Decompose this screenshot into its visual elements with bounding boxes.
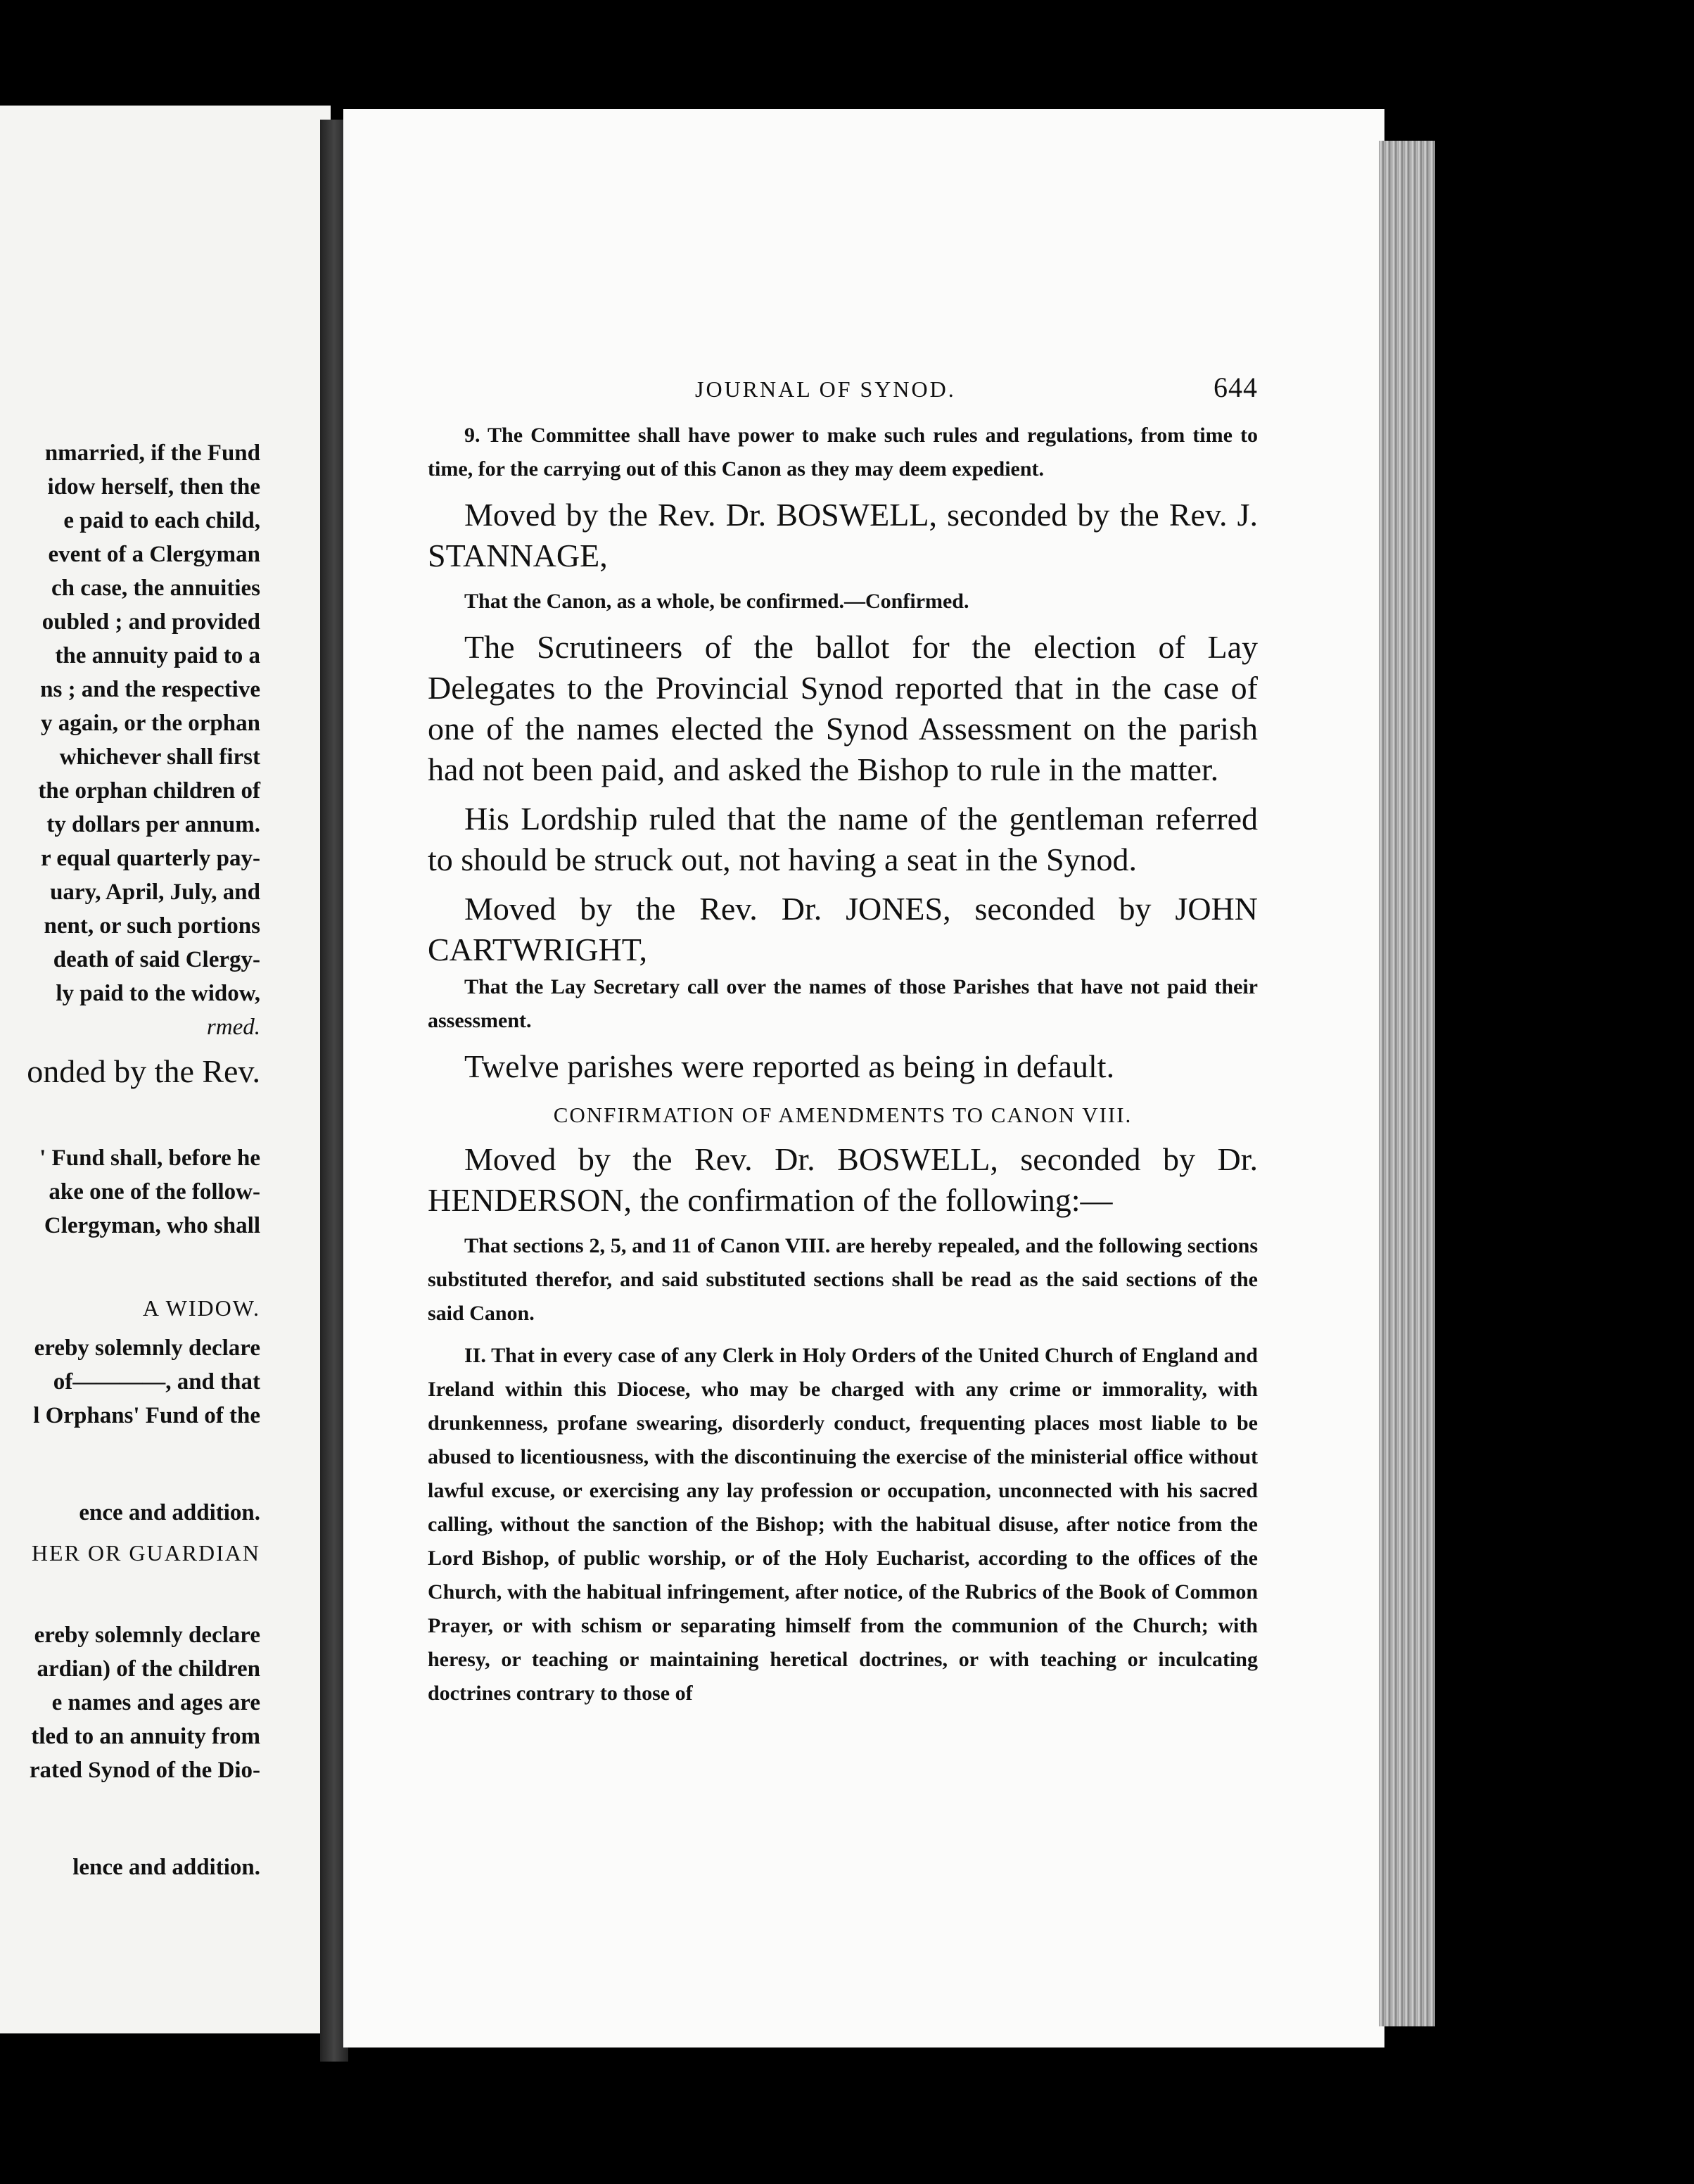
left-line: ardian) of the children [37, 1656, 260, 1682]
left-line: ereby solemnly declare [34, 1623, 260, 1648]
left-line: of————, and that [53, 1369, 260, 1395]
left-line: nent, or such portions [44, 913, 260, 939]
repeal-sections: That sections 2, 5, and 11 of Canon VIII. are hereby repealed, and the following sections substituted therefor, and said substituted sections shall be read as the said sections of the said Canon. [428, 1234, 1258, 1325]
left-line: ch case, the annuities [51, 576, 260, 601]
left-line: ns ; and the respective [40, 677, 260, 702]
left-line: onded by the Rev. [27, 1053, 260, 1089]
resolution-lay-secretary: That the Lay Secretary call over the names of those Parishes that have not paid their assessment. [428, 975, 1258, 1032]
left-line: tled to an annuity from [31, 1724, 260, 1749]
left-line: the annuity paid to a [55, 643, 260, 668]
left-line: death of said Clergy- [53, 947, 260, 972]
left-line: whichever shall first [59, 744, 260, 770]
motion-boswell-stannage: Moved by the Rev. Dr. BOSWELL, seconded by the Rev. J. STANNAGE, [428, 497, 1258, 573]
motion-jones-cartwright: Moved by the Rev. Dr. JONES, seconded by JOHN CARTWRIGHT, [428, 891, 1258, 967]
left-line [0, 1787, 260, 1850]
left-line: idow herself, then the [47, 474, 260, 500]
motion-boswell-henderson: Moved by the Rev. Dr. BOSWELL, seconded by Dr. HENDERSON, the confirmation of the following:— [428, 1141, 1258, 1218]
left-line: nmarried, if the Fund [44, 440, 260, 466]
left-line: e names and ages are [51, 1690, 260, 1715]
section-heading: CONFIRMATION OF AMENDMENTS TO CANON VIII. [553, 1103, 1133, 1127]
running-title: JOURNAL OF SYNOD. [695, 376, 956, 402]
left-line: e paid to each child, [63, 508, 260, 533]
left-line: uary, April, July, and [50, 880, 260, 905]
paragraph-9: 9. The Committee shall have power to make such rules and regulations, from time to time, for the carrying out of this Canon as they may deem expedient. [428, 424, 1258, 481]
section-ii: II. That in every case of any Clerk in Holy Orders of the United Church of England and Ireland within this Diocese, who may be charged with any crime or immorality, with drunkenness, profane swearing, disorderly conduct, frequenting places most liable to be abused to licentiousness, with the discontinuing the exercise of the ministerial office without lawful excuse, or exercising any lay profession or occupation, unconnected with his sacred calling, without the sanction of the Bishop; with the habitual disuse, after notice from the Lord Bishop, of public worship, or of the Holy Eucharist, according to the offices of the Church, with the habitual infringement, after notice, of the Rubrics of the Book of Common Prayer, or with schism or separating himself from the communion of the Church; with heresy, or teaching or maintaining heretical doctrines, or with teaching or inculcating doctrines contrary to those of [428, 1344, 1258, 1705]
parishes-default: Twelve parishes were reported as being in default. [464, 1048, 1115, 1084]
left-line: event of a Clergyman [48, 542, 260, 567]
left-line: y again, or the orphan [40, 711, 260, 736]
left-line: oubled ; and provided [42, 609, 260, 635]
running-head [428, 372, 1258, 419]
left-page-text [0, 436, 260, 1884]
right-page-content [428, 372, 1258, 1710]
page-edges [1379, 141, 1435, 2026]
left-line: r equal quarterly pay- [41, 846, 260, 871]
left-line: l Orphans' Fund of the [33, 1403, 260, 1428]
resolution-confirmed: That the Canon, as a whole, be confirmed.—Confirmed. [464, 590, 969, 613]
left-page [0, 106, 331, 2033]
page-number: 644 [1214, 372, 1258, 403]
left-line [0, 1433, 260, 1496]
left-line: the orphan children of [38, 778, 260, 804]
left-line: Clergyman, who shall [44, 1213, 260, 1238]
left-line: ake one of the follow- [49, 1179, 260, 1205]
left-line: ereby solemnly declare [34, 1335, 260, 1361]
lordship-ruling: His Lordship ruled that the name of the gentleman referred to should be struck out, not having a seat in the Synod. [428, 801, 1258, 877]
left-line: ly paid to the widow, [56, 981, 260, 1006]
left-line: rated Synod of the Dio- [29, 1758, 260, 1783]
left-line: lence and addition. [72, 1855, 260, 1880]
left-line: ty dollars per annum. [46, 812, 260, 837]
scrutineers-report: The Scrutineers of the ballot for the election of Lay Delegates to the Provincial Synod reported that in the case of one of the names elected the Synod Assessment on the parish had not been paid, and asked the Bishop to rule in the matter. [428, 629, 1258, 787]
left-line: rmed. [206, 1015, 260, 1040]
left-line: A WIDOW. [142, 1295, 260, 1321]
left-line: HER OR GUARDIAN [31, 1540, 260, 1566]
left-line: ence and addition. [79, 1500, 260, 1525]
left-line: ' Fund shall, before he [39, 1145, 260, 1171]
